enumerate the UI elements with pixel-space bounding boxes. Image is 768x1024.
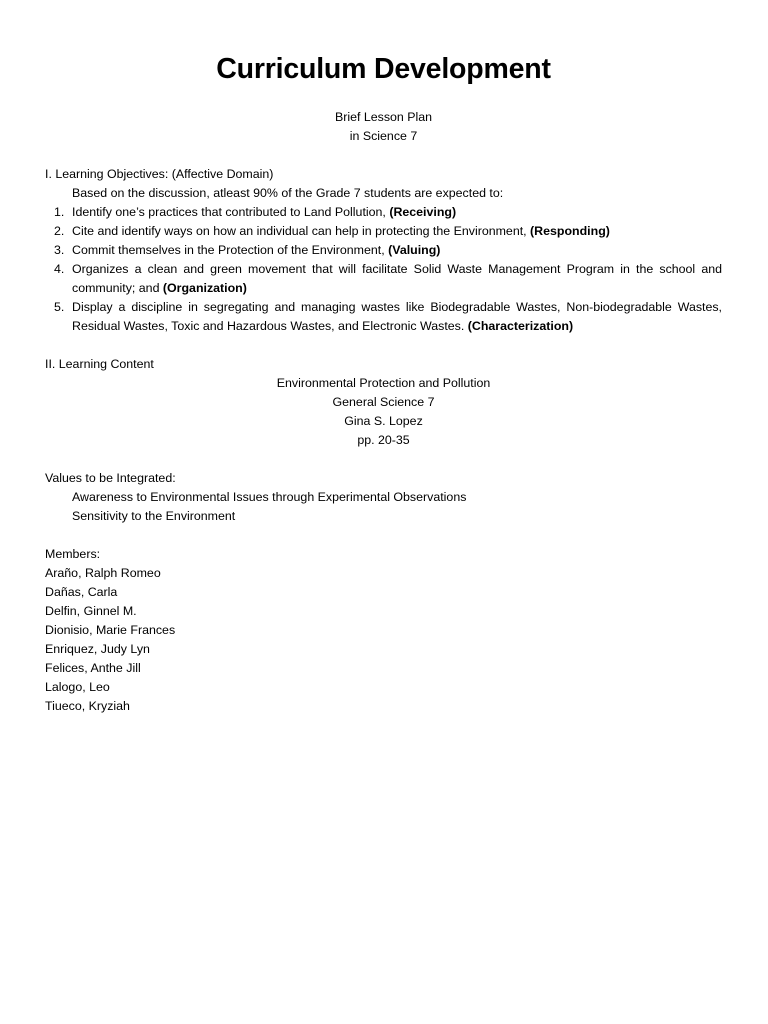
member-name: Felices, Anthe Jill	[45, 661, 141, 675]
objective-text: Cite and identify ways on how an individual can help in protecting the Environment,	[72, 224, 531, 238]
objective-text: Organizes a clean and green movement that will facilitate Solid Waste Management Program in the school and community; and	[72, 262, 722, 295]
content-line: Environmental Protection and Pollution	[276, 376, 491, 390]
learning-content-section	[45, 355, 722, 450]
item-number: 4.	[54, 262, 65, 276]
member-name: Enriquez, Judy Lyn	[45, 642, 150, 656]
values-section	[45, 469, 722, 526]
objective-item	[45, 241, 722, 260]
section-heading: II. Learning Content	[45, 357, 154, 371]
item-number: 3.	[54, 243, 65, 257]
value-item: Sensitivity to the Environment	[72, 509, 236, 523]
section-heading: Members:	[45, 547, 101, 561]
objective-text: Display a discipline in segregating and managing wastes like Biodegradable Wastes, Non-biodegradable Wastes, Residual Wastes, Toxic and Hazardous Wastes, and Electronic Wastes.	[72, 300, 722, 333]
domain-tag: (Organization)	[162, 281, 247, 295]
value-item: Awareness to Environmental Issues through Experimental Observations	[72, 490, 467, 504]
subtitle	[45, 108, 722, 146]
item-number: 2.	[54, 224, 65, 238]
content-line: General Science 7	[332, 395, 435, 409]
domain-tag: (Valuing)	[388, 243, 441, 257]
subtitle-line: Brief Lesson Plan	[334, 110, 433, 124]
section-heading: Values to be Integrated:	[45, 471, 176, 485]
item-number: 5.	[54, 300, 65, 314]
members-section	[45, 545, 722, 716]
member-name: Tiueco, Kryziah	[45, 699, 130, 713]
member-name: Araño, Ralph Romeo	[45, 566, 161, 580]
objective-item	[45, 260, 722, 298]
domain-tag: (Responding)	[530, 224, 610, 238]
objective-item	[45, 298, 722, 336]
document-title: Curriculum Development	[216, 53, 551, 85]
item-number: 1.	[54, 205, 65, 219]
member-name: Delfin, Ginnel M.	[45, 604, 137, 618]
objective-text: Identify one’s practices that contributed to Land Pollution,	[72, 205, 390, 219]
domain-tag: (Receiving)	[389, 205, 457, 219]
objectives-list	[45, 203, 722, 336]
objectives-intro: Based on the discussion, atleast 90% of the Grade 7 students are expected to:	[72, 186, 504, 200]
objective-item	[45, 222, 722, 241]
subtitle-line: in Science 7	[349, 129, 418, 143]
domain-tag: (Characterization)	[467, 319, 574, 333]
learning-objectives-section	[45, 165, 722, 336]
objective-text: Commit themselves in the Protection of the Environment,	[72, 243, 389, 257]
member-name: Lalogo, Leo	[45, 680, 110, 694]
section-heading: I. Learning Objectives: (Affective Domain)	[45, 167, 274, 181]
member-name: Dañas, Carla	[45, 585, 118, 599]
content-line: Gina S. Lopez	[344, 414, 423, 428]
member-name: Dionisio, Marie Frances	[45, 623, 176, 637]
content-line: pp. 20-35	[357, 433, 410, 447]
objective-item	[45, 203, 722, 222]
